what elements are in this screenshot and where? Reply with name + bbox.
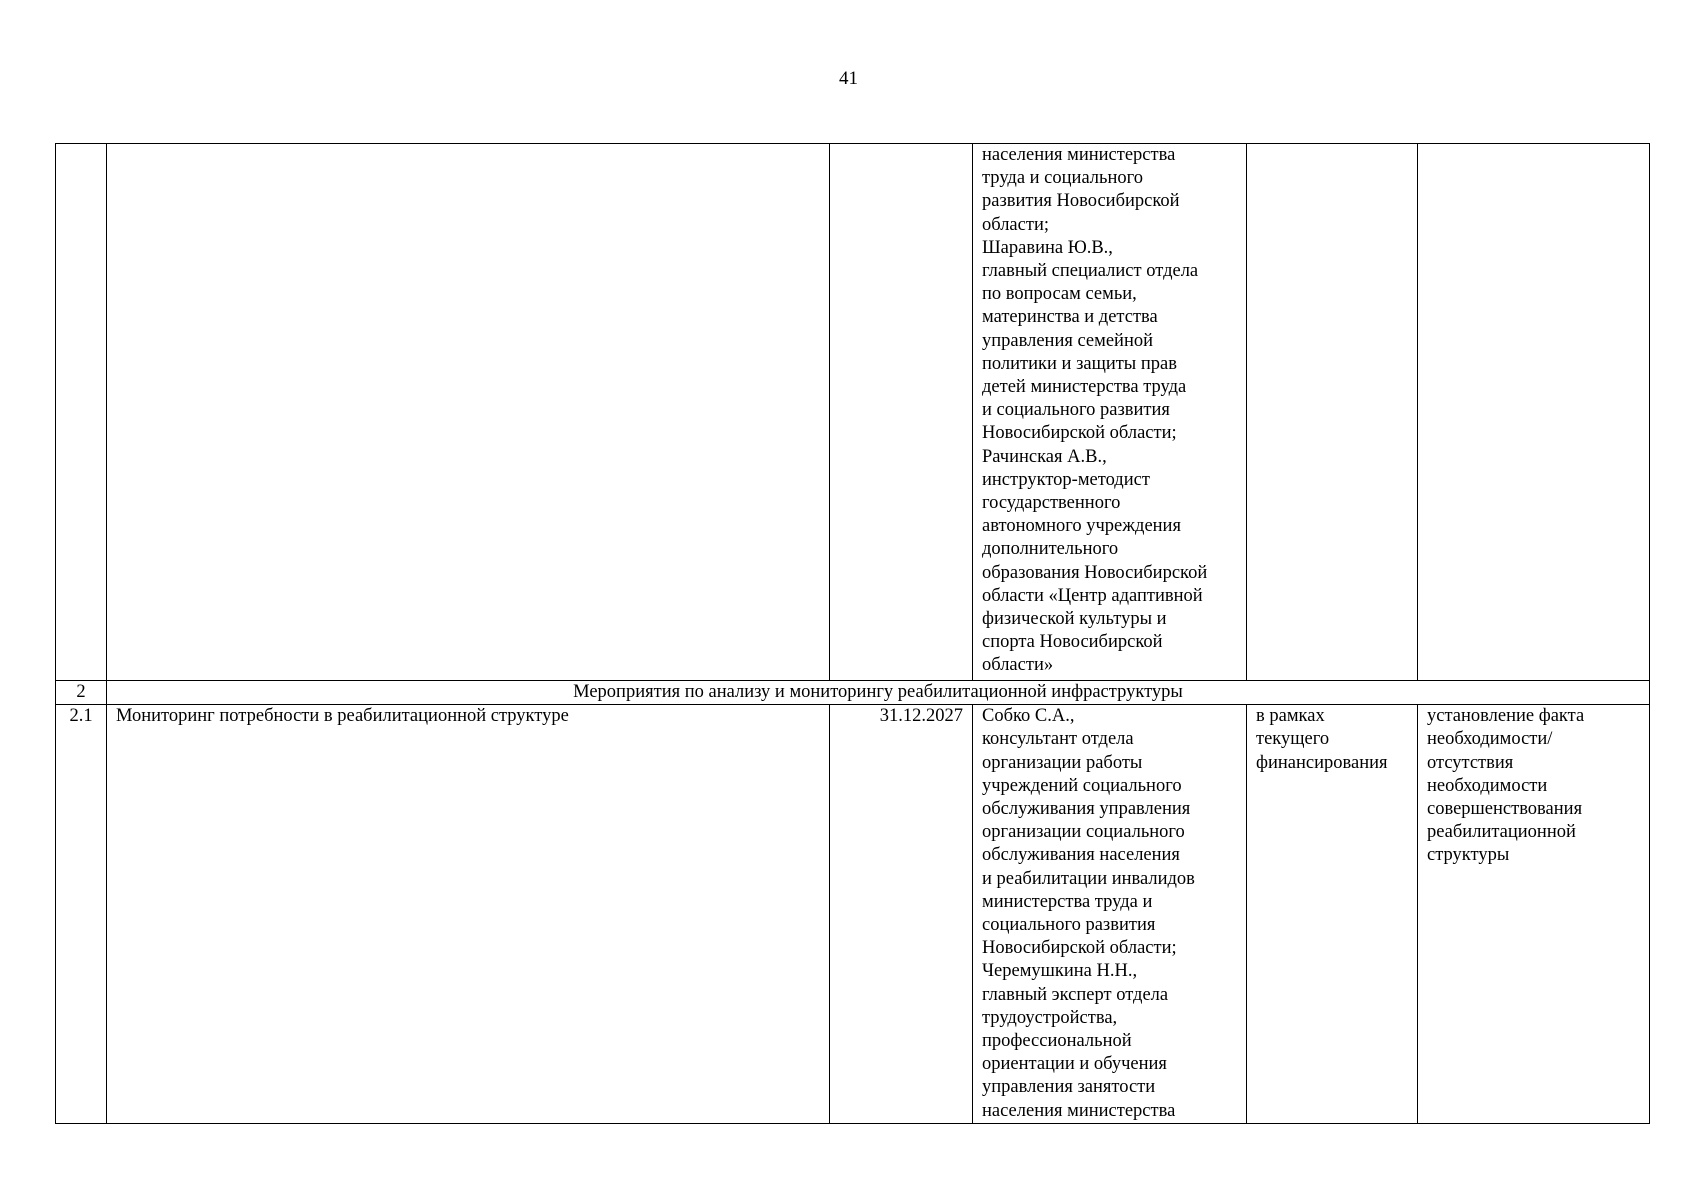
responsible-line: управления занятости (982, 1077, 1156, 1098)
result-line: реабилитационной (1427, 822, 1576, 843)
responsible-line: области «Центр адаптивной (982, 585, 1203, 606)
responsible-line: Новосибирской области; (982, 423, 1177, 444)
responsible-line: организации работы (982, 752, 1143, 773)
responsible-line: образования Новосибирской (982, 562, 1208, 583)
responsible-line: трудоустройства, (982, 1007, 1118, 1028)
row-number-cell (56, 144, 107, 681)
responsible-line: автономного учреждения (982, 516, 1181, 537)
responsible-cell (973, 144, 1247, 681)
responsible-line: спорта Новосибирской (982, 632, 1163, 653)
deadline-cell: 31.12.2027 (830, 705, 973, 1124)
responsible-line: политики и защиты прав (982, 353, 1177, 374)
financing-line: текущего (1256, 729, 1330, 750)
responsible-line: Рачинская А.В., (982, 446, 1107, 467)
result-line: установление факта (1427, 706, 1585, 727)
financing-cell (1247, 705, 1418, 1124)
responsible-line: развития Новосибирской (982, 191, 1180, 212)
responsible-line: области» (982, 655, 1054, 676)
measures-table (55, 143, 1650, 1124)
responsible-line: физической культуры и (982, 609, 1167, 630)
responsible-line: главный специалист отдела (982, 261, 1199, 282)
table-row-continued (56, 144, 1650, 681)
responsible-cell (973, 705, 1247, 1124)
responsible-line: и социального развития (982, 400, 1170, 421)
responsible-line: и реабилитации инвалидов (982, 868, 1195, 889)
table-row (56, 705, 1650, 1124)
responsible-line: организации социального (982, 822, 1185, 843)
responsible-line: Черемушкина Н.Н., (982, 961, 1138, 982)
activity-cell: Мониторинг потребности в реабилитационной структуре (107, 705, 830, 1124)
responsible-line: обслуживания населения (982, 845, 1180, 866)
section-title: Мероприятия по анализу и мониторингу реабилитационной инфраструктуры (107, 681, 1650, 705)
section-row (56, 681, 1650, 705)
result-line: необходимости (1427, 775, 1548, 796)
responsible-line: консультант отдела (982, 729, 1134, 750)
responsible-line: труда и социального (982, 168, 1144, 189)
responsible-line: по вопросам семьи, (982, 284, 1137, 305)
responsible-line: министерства труда и (982, 891, 1153, 912)
responsible-line: области; (982, 214, 1049, 235)
financing-line: финансирования (1256, 752, 1388, 773)
responsible-line: учреждений социального (982, 775, 1182, 796)
responsible-line: профессиональной (982, 1031, 1132, 1052)
result-line: структуры (1427, 845, 1510, 866)
responsible-line: главный эксперт отдела (982, 984, 1169, 1005)
responsible-line: социального развития (982, 915, 1156, 936)
responsible-line: населения министерства (982, 1100, 1176, 1121)
responsible-line: государственного (982, 493, 1121, 514)
responsible-line: Шаравина Ю.В., (982, 237, 1113, 258)
responsible-line: управления семейной (982, 330, 1153, 351)
responsible-line: ориентации и обучения (982, 1054, 1167, 1075)
result-line: необходимости/ (1427, 729, 1553, 750)
deadline-cell (830, 144, 973, 681)
financing-cell (1247, 144, 1418, 681)
result-line: отсутствия (1427, 752, 1514, 773)
result-cell (1418, 705, 1650, 1124)
responsible-line: Новосибирской области; (982, 938, 1177, 959)
responsible-line: инструктор-методист (982, 469, 1150, 490)
activity-cell (107, 144, 830, 681)
responsible-line: материнства и детства (982, 307, 1158, 328)
row-number-cell: 2.1 (56, 705, 107, 1124)
page-number: 41 (839, 68, 858, 89)
result-line: совершенствования (1427, 799, 1583, 820)
responsible-line: обслуживания управления (982, 799, 1191, 820)
result-cell (1418, 144, 1650, 681)
responsible-line: населения министерства (982, 145, 1176, 165)
section-number: 2 (56, 681, 107, 705)
responsible-line: дополнительного (982, 539, 1119, 560)
responsible-line: Собко С.А., (982, 706, 1075, 727)
financing-line: в рамках (1256, 706, 1325, 727)
responsible-line: детей министерства труда (982, 377, 1187, 398)
